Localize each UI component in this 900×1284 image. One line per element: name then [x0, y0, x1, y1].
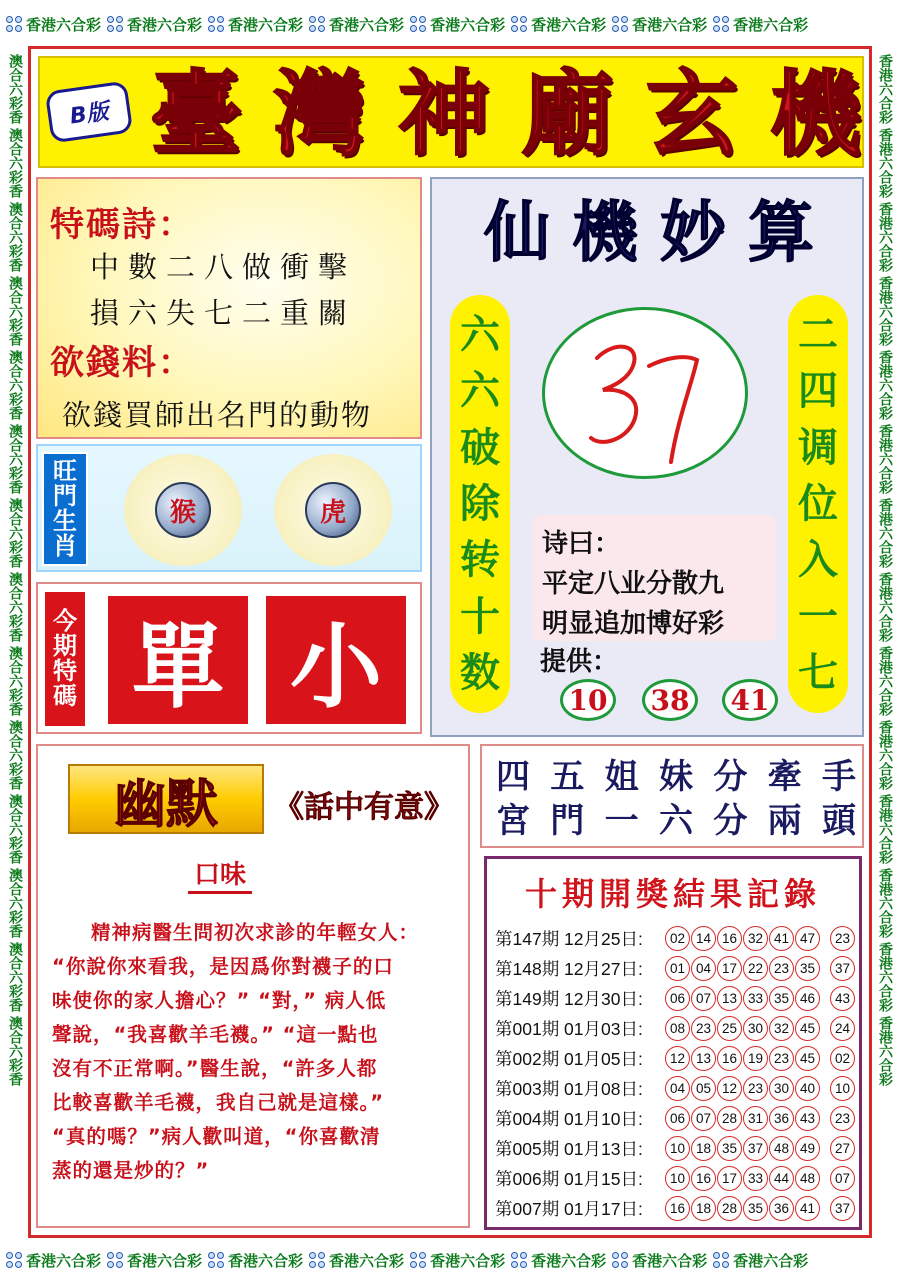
border-brand-vertical: 香港六合彩 — [877, 646, 893, 716]
xianji-title: 仙 機 妙 算 — [484, 193, 814, 271]
border-brand-label: 香港六合彩 — [713, 1250, 808, 1271]
dots-icon — [713, 1252, 729, 1268]
result-row-label: 第149期 12月30日: — [495, 989, 643, 1009]
result-ball: 07 — [691, 986, 716, 1011]
result-row — [495, 1015, 861, 1042]
verse-label: 诗曰： — [542, 529, 621, 559]
result-ball: 35 — [743, 1196, 768, 1221]
provided-number: 41 — [722, 679, 778, 721]
result-row — [495, 1045, 861, 1072]
result-ball: 18 — [691, 1196, 716, 1221]
result-ball: 35 — [717, 1136, 742, 1161]
title-char: 廟 — [521, 60, 614, 168]
special-code-value: 單 — [108, 596, 248, 724]
money-label: 欲錢料： — [50, 343, 194, 383]
top-border-strip — [0, 0, 900, 48]
result-ball: 28 — [717, 1106, 742, 1131]
result-ball: 30 — [769, 1076, 794, 1101]
verse-line: 明显追加博好彩 — [542, 609, 725, 639]
result-ball: 19 — [743, 1046, 768, 1071]
border-brand-vertical: 澳合六彩香 — [7, 794, 23, 864]
result-ball: 33 — [743, 986, 768, 1011]
border-brand-label: 香港六合彩 — [208, 14, 303, 35]
result-row-label: 第007期 01月17日: — [495, 1199, 643, 1219]
result-ball: 48 — [795, 1166, 820, 1191]
border-brand-vertical: 澳合六彩香 — [7, 54, 23, 124]
verse-box — [532, 515, 776, 641]
result-ball: 46 — [795, 986, 820, 1011]
border-brand-vertical: 澳合六彩香 — [7, 646, 23, 716]
result-ball: 41 — [795, 1196, 820, 1221]
result-ball: 16 — [717, 1046, 742, 1071]
result-ball: 12 — [717, 1076, 742, 1101]
result-row — [495, 1135, 861, 1162]
border-brand-label: 香港六合彩 — [511, 1250, 606, 1271]
results-title: 十期開獎結果記錄 — [524, 875, 821, 913]
result-ball: 32 — [769, 1016, 794, 1041]
title-char: 灣 — [273, 60, 366, 168]
border-brand-label: 香港六合彩 — [410, 1250, 505, 1271]
border-brand-vertical: 澳合六彩香 — [7, 720, 23, 790]
tiger-icon — [274, 454, 392, 566]
result-ball: 33 — [743, 1166, 768, 1191]
result-row — [495, 1165, 861, 1192]
lucky-zodiac-panel — [36, 444, 422, 572]
result-ball: 30 — [743, 1016, 768, 1041]
border-brand-vertical: 香港六合彩 — [877, 498, 893, 568]
right-hint-pill: 二 四 调 位 入 一 七 — [788, 295, 848, 713]
border-brand-vertical: 香港六合彩 — [877, 942, 893, 1012]
dots-icon — [107, 1252, 123, 1268]
provide-label: 提供： — [540, 647, 619, 677]
humor-title: 口味 — [188, 854, 252, 894]
dots-icon — [6, 16, 22, 32]
result-ball: 31 — [743, 1106, 768, 1131]
result-ball: 23 — [769, 1046, 794, 1071]
result-ball: 45 — [795, 1016, 820, 1041]
border-brand-vertical: 澳合六彩香 — [7, 424, 23, 494]
poem-line: 損六失七二重關 — [90, 296, 357, 330]
poem-line: 中數二八做衝擊 — [90, 250, 357, 284]
result-row-label: 第148期 12月27日: — [495, 959, 643, 979]
special-ball: 23 — [830, 1106, 855, 1131]
special-code-label: 今 期 特 碼 — [43, 590, 87, 728]
border-brand-vertical: 澳合六彩香 — [7, 868, 23, 938]
border-brand-vertical: 澳合六彩香 — [7, 276, 23, 346]
special-ball: 07 — [830, 1166, 855, 1191]
result-ball: 13 — [717, 986, 742, 1011]
border-brand-vertical: 香港六合彩 — [877, 128, 893, 198]
result-ball: 45 — [795, 1046, 820, 1071]
left-hint-pill: 六 六 破 除 转 十 数 — [450, 295, 510, 713]
result-ball: 10 — [665, 1166, 690, 1191]
hidden-verse-row: 四 五 姐 妹 分 牽 手 — [496, 757, 856, 797]
version-badge: B版 — [45, 81, 133, 144]
humor-story — [52, 916, 458, 1188]
special-ball: 23 — [830, 926, 855, 951]
border-brand-vertical: 澳合六彩香 — [7, 350, 23, 420]
border-brand-vertical: 香港六合彩 — [877, 794, 893, 864]
result-row-label: 第003期 01月08日: — [495, 1079, 643, 1099]
poem-label: 特碼詩： — [50, 205, 194, 245]
result-row-label: 第002期 01月05日: — [495, 1049, 643, 1069]
results-history-panel — [484, 856, 862, 1230]
border-brand-vertical: 香港六合彩 — [877, 350, 893, 420]
result-ball: 47 — [795, 926, 820, 951]
result-ball: 40 — [795, 1076, 820, 1101]
result-ball: 28 — [717, 1196, 742, 1221]
result-ball: 18 — [691, 1136, 716, 1161]
story-line: 聲說，“我喜歡羊毛襪。” “這一點也 — [52, 1023, 379, 1046]
humor-badge: 幽默 — [68, 764, 264, 834]
zodiac-ball: 虎 — [305, 482, 361, 538]
result-ball: 17 — [717, 1166, 742, 1191]
result-row-label: 第004期 01月10日: — [495, 1109, 643, 1129]
special-ball: 43 — [830, 986, 855, 1011]
result-ball: 07 — [691, 1106, 716, 1131]
border-brand-vertical: 澳合六彩香 — [7, 128, 23, 198]
border-brand-vertical: 香港六合彩 — [877, 868, 893, 938]
result-ball: 06 — [665, 986, 690, 1011]
dots-icon — [612, 1252, 628, 1268]
dots-icon — [208, 16, 224, 32]
header-banner — [38, 56, 864, 168]
dots-icon — [309, 16, 325, 32]
xianji-panel — [430, 177, 864, 737]
result-row — [495, 955, 861, 982]
dots-icon — [107, 16, 123, 32]
result-row — [495, 1075, 861, 1102]
hidden-verse-row: 宮 門 一 六 分 兩 頭 — [496, 801, 856, 841]
border-brand-label: 香港六合彩 — [309, 14, 404, 35]
bottom-border-strip — [0, 1236, 900, 1284]
border-brand-label: 香港六合彩 — [511, 14, 606, 35]
border-brand-vertical: 澳合六彩香 — [7, 942, 23, 1012]
result-ball: 23 — [743, 1076, 768, 1101]
result-ball: 23 — [769, 956, 794, 981]
special-ball: 02 — [830, 1046, 855, 1071]
special-ball: 24 — [830, 1016, 855, 1041]
result-ball: 08 — [665, 1016, 690, 1041]
result-ball: 12 — [665, 1046, 690, 1071]
result-ball: 13 — [691, 1046, 716, 1071]
border-brand-label: 香港六合彩 — [410, 14, 505, 35]
border-brand-vertical: 澳合六彩香 — [7, 572, 23, 642]
border-brand-vertical: 香港六合彩 — [877, 424, 893, 494]
result-ball: 49 — [795, 1136, 820, 1161]
result-row — [495, 1105, 861, 1132]
border-brand-vertical: 澳合六彩香 — [7, 498, 23, 568]
humor-panel — [36, 744, 470, 1228]
title-char: 神 — [397, 60, 490, 168]
result-ball: 32 — [743, 926, 768, 951]
border-brand-label: 香港六合彩 — [6, 1250, 101, 1271]
result-ball: 36 — [769, 1106, 794, 1131]
result-ball: 06 — [665, 1106, 690, 1131]
border-brand-label: 香港六合彩 — [713, 14, 808, 35]
main-title — [150, 60, 862, 168]
zodiac-label: 旺 門 生 肖 — [42, 452, 88, 566]
dots-icon — [410, 16, 426, 32]
result-row — [495, 1195, 861, 1222]
provided-number: 10 — [560, 679, 616, 721]
border-brand-vertical: 澳合六彩香 — [7, 1016, 23, 1086]
handwritten-37-icon — [545, 310, 745, 476]
result-ball: 48 — [769, 1136, 794, 1161]
story-line: 味使你的家人擔心？” “對，” 病人低 — [52, 989, 387, 1012]
verse-line: 平定八业分散九 — [542, 569, 725, 599]
story-line: 比較喜歡羊毛襪，我自己就是這樣。” — [52, 1091, 385, 1114]
result-ball: 37 — [743, 1136, 768, 1161]
border-brand-vertical: 澳合六彩香 — [7, 202, 23, 272]
dots-icon — [208, 1252, 224, 1268]
provided-number: 38 — [642, 679, 698, 721]
result-ball: 44 — [769, 1166, 794, 1191]
title-char: 玄 — [645, 60, 738, 168]
result-ball: 16 — [665, 1196, 690, 1221]
special-ball: 37 — [830, 1196, 855, 1221]
result-ball: 41 — [769, 926, 794, 951]
story-line: 精神病醫生問初次求診的年輕女人： — [90, 921, 419, 944]
border-brand-vertical: 香港六合彩 — [877, 720, 893, 790]
result-ball: 36 — [769, 1196, 794, 1221]
border-brand-label: 香港六合彩 — [107, 1250, 202, 1271]
border-brand-label: 香港六合彩 — [612, 1250, 707, 1271]
result-ball: 16 — [717, 926, 742, 951]
result-ball: 14 — [691, 926, 716, 951]
result-ball: 02 — [665, 926, 690, 951]
special-ball: 37 — [830, 956, 855, 981]
result-ball: 43 — [795, 1106, 820, 1131]
result-row-label: 第005期 01月13日: — [495, 1139, 643, 1159]
result-ball: 05 — [691, 1076, 716, 1101]
story-line: “真的嗎？”病人歡叫道，“你喜歡清 — [52, 1125, 381, 1148]
hidden-verse-panel — [480, 744, 864, 848]
title-char: 臺 — [150, 60, 243, 168]
story-line: 蒸的還是炒的？” — [52, 1159, 210, 1182]
border-brand-vertical: 香港六合彩 — [877, 1016, 893, 1086]
result-row-label: 第147期 12月25日: — [495, 929, 643, 949]
result-row — [495, 925, 861, 952]
border-brand-label: 香港六合彩 — [208, 1250, 303, 1271]
handwritten-number-circle — [542, 307, 748, 479]
result-ball: 16 — [691, 1166, 716, 1191]
result-ball: 04 — [691, 956, 716, 981]
border-brand-vertical: 香港六合彩 — [877, 202, 893, 272]
dots-icon — [713, 16, 729, 32]
special-ball: 10 — [830, 1076, 855, 1101]
dots-icon — [511, 1252, 527, 1268]
dots-icon — [6, 1252, 22, 1268]
result-row-label: 第006期 01月15日: — [495, 1169, 643, 1189]
money-riddle: 欲錢買師出名門的動物 — [62, 398, 373, 432]
special-ball: 27 — [830, 1136, 855, 1161]
border-brand-label: 香港六合彩 — [309, 1250, 404, 1271]
border-brand-vertical: 香港六合彩 — [877, 572, 893, 642]
result-row-label: 第001期 01月03日: — [495, 1019, 643, 1039]
result-ball: 01 — [665, 956, 690, 981]
border-brand-vertical: 香港六合彩 — [877, 54, 893, 124]
result-row — [495, 985, 861, 1012]
border-brand-label: 香港六合彩 — [107, 14, 202, 35]
border-brand-vertical: 香港六合彩 — [877, 276, 893, 346]
result-ball: 22 — [743, 956, 768, 981]
result-ball: 35 — [795, 956, 820, 981]
result-ball: 17 — [717, 956, 742, 981]
story-line: 沒有不正常啊。”醫生說，“許多人都 — [52, 1057, 378, 1080]
title-char: 機 — [769, 60, 862, 168]
result-ball: 23 — [691, 1016, 716, 1041]
story-line: “你說你來看我，是因爲你對襪子的口 — [52, 955, 394, 978]
monkey-icon — [124, 454, 242, 566]
border-brand-label: 香港六合彩 — [612, 14, 707, 35]
dots-icon — [511, 16, 527, 32]
dots-icon — [309, 1252, 325, 1268]
left-border-strip — [0, 48, 30, 1236]
right-border-strip — [870, 48, 900, 1236]
special-code-value: 小 — [266, 596, 406, 724]
result-ball: 35 — [769, 986, 794, 1011]
result-ball: 10 — [665, 1136, 690, 1161]
current-special-code-panel — [36, 582, 422, 734]
special-code-poem-panel — [36, 177, 422, 439]
dots-icon — [612, 16, 628, 32]
result-ball: 04 — [665, 1076, 690, 1101]
result-ball: 25 — [717, 1016, 742, 1041]
humor-subtitle: 《話中有意》 — [274, 790, 454, 825]
dots-icon — [410, 1252, 426, 1268]
border-brand-label: 香港六合彩 — [6, 14, 101, 35]
zodiac-ball: 猴 — [155, 482, 211, 538]
